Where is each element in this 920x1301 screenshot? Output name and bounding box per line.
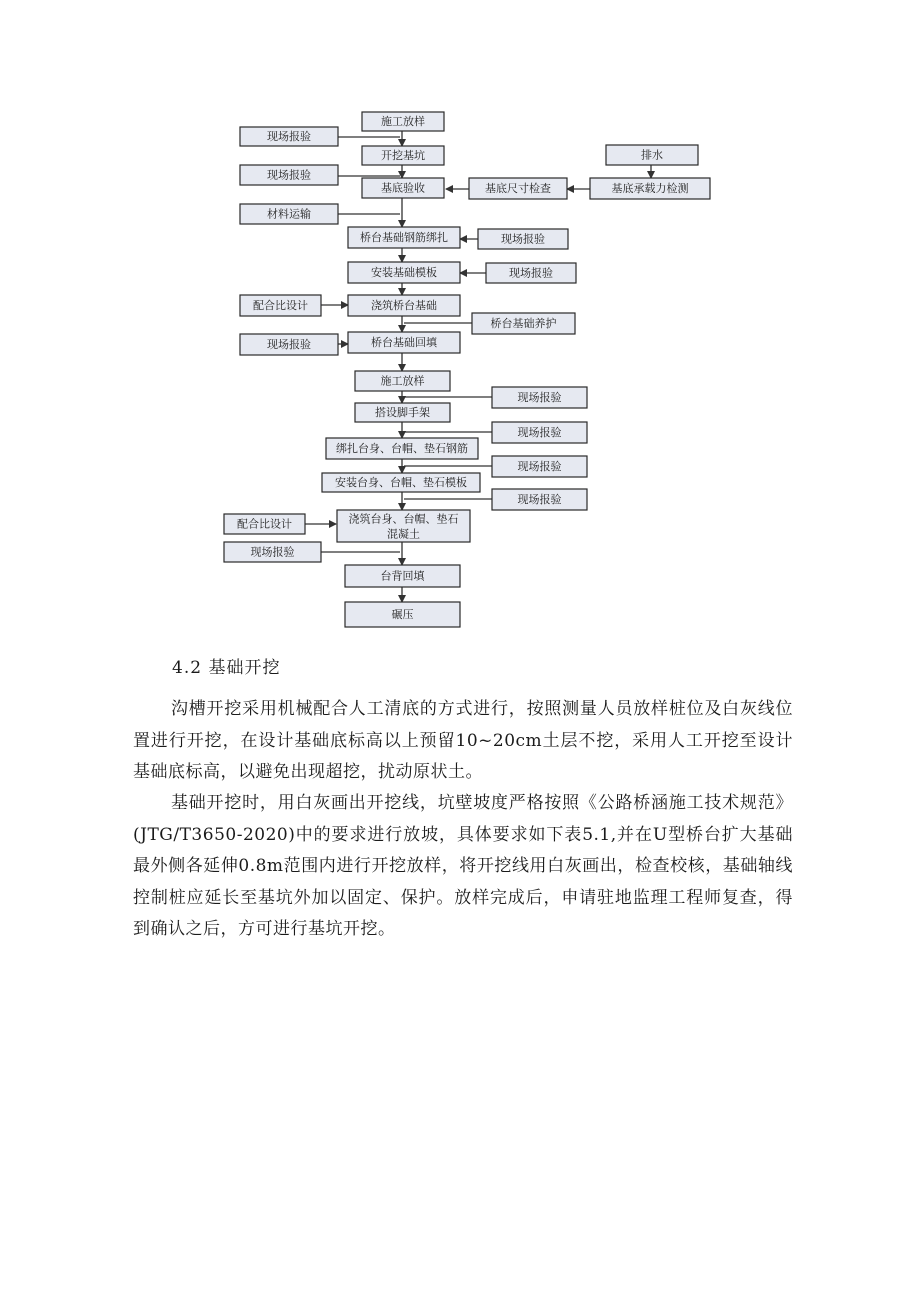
flow-step-main-08 — [355, 371, 450, 391]
flow-step-label: 配合比设计 — [253, 299, 308, 312]
flow-step-main-10 — [326, 438, 478, 459]
flow-step-label: 桥台基础钢筋绑扎 — [360, 231, 448, 244]
flow-step-main-02 — [362, 146, 444, 165]
flow-step-right-09 — [492, 456, 587, 477]
section-heading: 4.2 基础开挖 — [172, 658, 281, 678]
flow-step-left-06 — [224, 514, 305, 534]
flow-step-label: 现场报验 — [250, 545, 295, 559]
flow-step-label: 现场报验 — [267, 338, 311, 351]
flow-step-label: 混凝土 — [387, 527, 420, 541]
flow-step-left-03 — [240, 204, 338, 224]
flow-step-right-06 — [472, 313, 575, 334]
flow-step-label: 排水 — [641, 148, 663, 162]
flow-step-label: 碾压 — [391, 608, 414, 621]
flow-step-label: 材料运输 — [267, 207, 311, 221]
flow-step-label: 基底验收 — [381, 181, 425, 195]
flow-step-left-04 — [240, 295, 321, 316]
flow-step-label: 台背回填 — [380, 569, 425, 583]
flow-step-right-02 — [590, 178, 710, 199]
flow-step-label: 现场报验 — [509, 266, 553, 280]
flow-step-label: 开挖基坑 — [381, 149, 425, 162]
flow-step-right-10 — [492, 489, 587, 510]
flow-step-label: 基底尺寸检查 — [485, 182, 551, 195]
flow-step-label: 安装台身、台帽、垫石模板 — [335, 476, 467, 489]
flow-step-label: 现场报验 — [517, 493, 562, 506]
flow-step-main-04 — [348, 227, 460, 248]
flow-step-label: 浇筑桥台基础 — [371, 299, 437, 312]
flow-step-left-05 — [240, 334, 338, 355]
flow-step-main-05 — [348, 262, 460, 283]
flow-step-main-11 — [322, 473, 480, 492]
flow-step-label: 现场报验 — [267, 130, 311, 143]
flow-step-label: 现场报验 — [517, 391, 562, 404]
flow-step-main-09 — [355, 403, 450, 422]
flow-step-label: 安装基础模板 — [371, 266, 437, 279]
flow-step-right-04 — [478, 229, 568, 249]
flow-step-main-06 — [348, 295, 460, 316]
flow-step-label: 桥台基础养护 — [490, 317, 557, 330]
flow-step-label: 施工放样 — [380, 374, 425, 388]
flow-step-main-12 — [337, 510, 470, 542]
flow-step-left-07 — [224, 542, 321, 562]
flow-step-right-01 — [606, 145, 698, 165]
flow-step-main-03 — [362, 178, 444, 198]
flow-step-right-03 — [469, 178, 567, 199]
flow-step-main-14 — [345, 602, 460, 627]
flow-step-label: 现场报验 — [501, 232, 545, 246]
flow-step-label: 搭设脚手架 — [375, 406, 430, 419]
flow-step-label: 绑扎台身、台帽、垫石钢筋 — [336, 442, 468, 455]
flow-step-main-01 — [362, 112, 444, 131]
flow-step-label: 现场报验 — [517, 460, 562, 473]
flow-step-left-01 — [240, 127, 338, 146]
flow-step-label: 施工放样 — [381, 115, 425, 128]
flow-step-label: 现场报验 — [517, 426, 562, 439]
flow-step-left-02 — [240, 165, 338, 185]
flow-step-main-13 — [345, 565, 460, 587]
construction-flowchart — [0, 0, 920, 640]
flow-step-right-08 — [492, 422, 587, 443]
flow-step-label: 配合比设计 — [237, 517, 292, 531]
flow-step-label: 浇筑台身、台帽、垫石 — [348, 512, 459, 526]
flow-step-label: 基底承载力检测 — [611, 182, 689, 195]
body-paragraph: 基础开挖时，用白灰画出开挖线，坑壁坡度严格按照《公路桥涵施工技术规范》(JTG/T3650-2020)中的要求进行放坡，具体要求如下表5.1,并在U型桥台扩大基础最外侧各延伸0.8m范围内进行开挖放样，将开挖线用白灰画出，检查校核，基础轴线控制桩应延长至基坑外加以固定、保护。放样完成后，申请驻地监理工程师复查，得到确认之后，方可进行基坑开挖。 — [133, 793, 793, 939]
flow-step-right-07 — [492, 387, 587, 408]
flow-step-main-07 — [348, 332, 460, 353]
flow-step-right-05 — [486, 263, 576, 283]
flow-step-label: 桥台基础回填 — [371, 336, 437, 349]
flow-step-label: 现场报验 — [267, 168, 311, 182]
body-paragraph: 沟槽开挖采用机械配合人工清底的方式进行，按照测量人员放样桩位及白灰线位置进行开挖，在设计基础底标高以上预留10~20cm土层不挖，采用人工开挖至设计基础底标高，以避免出现超挖，扰动原状土。 — [133, 699, 793, 782]
